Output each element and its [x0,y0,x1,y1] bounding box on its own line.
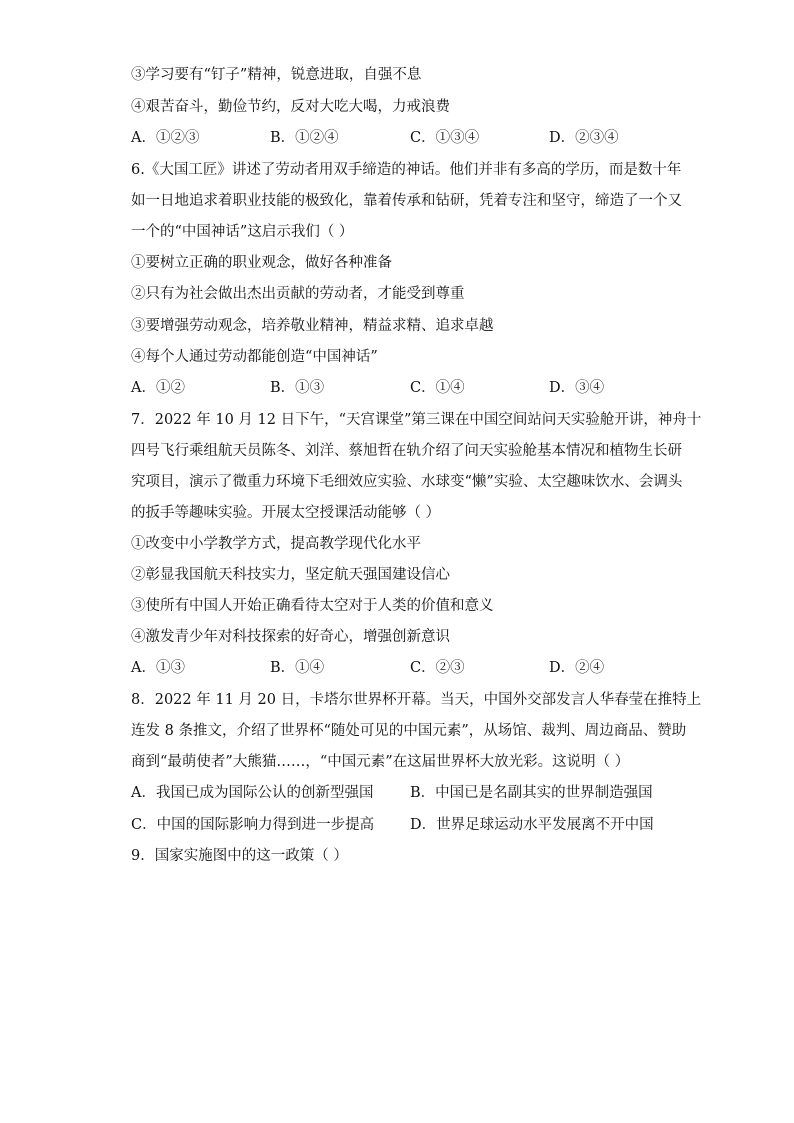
q7-choice-b: B．①④ [270,660,325,676]
q6-choice-a: A．①② [131,380,185,396]
q8-stem-line-2: 连发 8 条推文，介绍了世界杯“随处可见的中国元素”，从场馆、裁判、周边商品、赞助 [131,723,687,739]
q6-option-1: ①要树立正确的职业观念，做好各种准备 [131,255,392,271]
q6-option-3: ③要增强劳动观念，培养敬业精神，精益求精、追求卓越 [131,318,494,334]
q8-stem-line-3: 商到“最萌使者”大熊猫……，“中国元素”在这届世界杯大放光彩。这说明（ ） [131,754,630,770]
q7-stem-line-4: 的扳手等趣味实验。开展太空授课活动能够（ ） [131,505,441,521]
q8-choice-b: B．中国已是名副其实的世界制造强国 [410,785,653,801]
q8-choice-c: C．中国的国际影响力得到进一步提高 [131,817,375,833]
q6-choice-b: B．①③ [270,380,325,396]
q6-stem-line-1: 6.《大国工匠》讲述了劳动者用双手缔造的神话。他们并非有多高的学历，而是数十年 [131,162,682,178]
q5-choice-d: D．②③④ [549,130,619,146]
q6-stem-line-2: 如一日地追求着职业技能的极致化，靠着传承和钻研，凭着专注和坚守，缔造了一个又 [131,193,682,209]
q5-option-4: ④艰苦奋斗，勤俭节约，反对大吃大喝，力戒浪费 [131,99,450,115]
q8-stem-line-1: 8．2022 年 11 月 20 日，卡塔尔世界杯开幕。当天，中国外交部发言人华春莹在推特上 [131,692,702,708]
q9-stem-line-1: 9．国家实施图中的这一政策（ ） [131,848,348,864]
q6-option-4: ④每个人通过劳动都能创造“中国神话” [131,349,378,365]
q5-choice-a: A．①②③ [131,130,200,146]
q6-option-2: ②只有为社会做出杰出贡献的劳动者，才能受到尊重 [131,286,465,302]
q6-choice-d: D．③④ [549,380,605,396]
q5-option-3: ③学习要有“钉子”精神，锐意进取，自强不息 [131,67,422,83]
q7-option-2: ②彰显我国航天科技实力，坚定航天强国建设信心 [131,567,450,583]
q5-choice-c: C．①③④ [410,130,480,146]
q7-stem-line-2: 四号飞行乘组航天员陈冬、刘洋、蔡旭哲在轨介绍了问天实验舱基本情况和植物生长研 [131,443,682,459]
q7-choice-a: A．①③ [131,660,185,676]
q7-stem-line-3: 究项目，演示了微重力环境下毛细效应实验、水球变“懒”实验、太空趣味饮水、会调头 [131,474,683,490]
q7-option-4: ④激发青少年对科技探索的好奇心，增强创新意识 [131,629,450,645]
q5-choice-b: B．①②④ [270,130,339,146]
q7-choice-c: C．②③ [410,660,465,676]
q8-choice-d: D．世界足球运动水平发展离不开中国 [410,817,654,833]
q7-option-1: ①改变中小学教学方式，提高教学现代化水平 [131,536,421,552]
q8-choice-a: A．我国已成为国际公认的创新型强国 [131,785,374,801]
q7-option-3: ③使所有中国人开始正确看待太空对于人类的价值和意义 [131,598,494,614]
q6-choice-c: C．①④ [410,380,465,396]
q7-choice-d: D．②④ [549,660,605,676]
q7-stem-line-1: 7．2022 年 10 月 12 日下午，“天宫课堂”第三课在中国空间站问天实验舱开讲，神舟十 [131,412,702,428]
q6-stem-line-3: 一个的“中国神话”这启示我们（ ） [131,224,354,240]
